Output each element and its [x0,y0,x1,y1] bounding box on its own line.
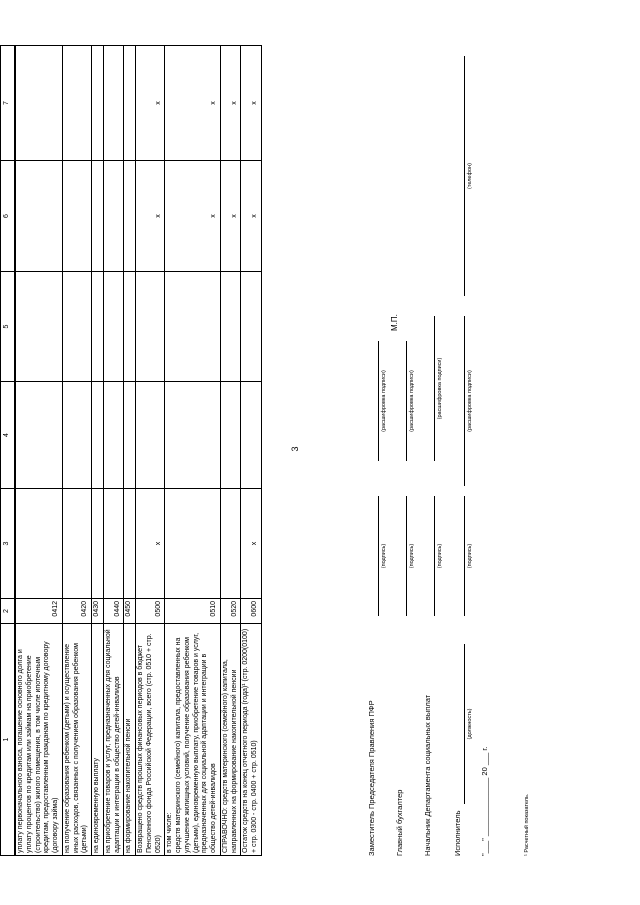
signature-block [362,46,540,856]
row-code: 0420 [62,599,91,624]
chief-accountant-signature-caption: (подпись) [409,543,415,569]
row-col-6: x [220,161,241,272]
chief-accountant-decode-caption: (расшифровка подписи) [409,370,415,432]
executor-phone-line [450,56,465,296]
executor-decode-line [450,316,465,486]
row-description: в том числе: средств материнского (семейного) капитала, предоставленных на улучшение жилищных условий, получение образования ребенком (детьми), единовременную выплату, приобретение товаров и услуг, предназначенных для социальной адаптации и интеграции в общество детей-инвалидов [165,624,221,856]
executor-decode-caption: (расшифровка подписи) [467,370,473,432]
row-description: Возвращено средств прошлых финансовых периодов в бюджет Пенсионного фонда Российской Федерации, всего (стр. 0510 + стр. 0520) [136,624,165,856]
row-col-5 [92,272,104,382]
row-col-4 [103,382,124,489]
deputy-title: Заместитель Председателя Правления ПФР [367,700,376,856]
row-col-5 [220,272,241,382]
table-row [103,46,124,856]
report-table [0,45,262,856]
table-row [136,46,165,856]
row-col-3 [15,489,62,599]
department-head-decode-caption: (расшифровка подписи) [437,357,443,420]
chief-accountant-decode-line [392,341,407,461]
department-head-decode-line [420,316,435,461]
chief-accountant-title: Главный бухгалтер [395,789,404,856]
executor-title: Исполнитель [453,810,462,856]
row-col-5 [15,272,62,382]
department-head-title: Начальник Департамента социальных выплат [423,694,432,856]
row-col-4 [124,382,136,489]
header-col-2: 2 [1,599,16,624]
row-code: 0600 [241,599,262,624]
executor-position-caption: (должность) [467,708,473,740]
row-col-6 [103,161,124,272]
row-col-7 [124,46,136,161]
chief-accountant-signature-line [392,496,407,616]
row-col-6 [92,161,104,272]
row-col-3 [124,489,136,599]
row-col-6: x [136,161,165,272]
row-col-6: x [165,161,221,272]
row-code: 0500 [136,599,165,624]
deputy-decode-caption: (расшифровка подписи) [381,370,387,432]
report-sheet [0,46,540,856]
row-description: на единовременную выплату [92,624,104,856]
date-line: "___" ______________ 20 ___ г. [480,746,489,856]
row-col-4 [136,382,165,489]
row-col-3 [92,489,104,599]
row-col-5 [124,272,136,382]
row-col-4 [165,382,221,489]
row-description: СПРАВОЧНО: средств материнского (семейного) капитала, направленных на формирование накопительной пенсии [220,624,241,856]
deputy-decode-line [364,341,379,461]
stamp-mark: М.П. [390,314,399,331]
deputy-signature-caption: (подпись) [381,543,387,569]
row-col-7 [103,46,124,161]
row-col-3: x [241,489,262,599]
row-code: 0510 [165,599,221,624]
row-description: Остаток средств на конец отчетного периода (года)¹ (стр. 0200(0100) + стр. 0300 - стр. 0400 + стр. 0510) [241,624,262,856]
row-col-6 [62,161,91,272]
row-col-3: x [136,489,165,599]
table-row [92,46,104,856]
header-col-4: 4 [1,382,16,489]
row-code: 0430 [92,599,104,624]
row-code: 0412 [15,599,62,624]
row-code: 0440 [103,599,124,624]
row-col-3 [220,489,241,599]
row-code: 0450 [124,599,136,624]
row-col-5 [241,272,262,382]
table-row [62,46,91,856]
department-head-signature-caption: (подпись) [437,543,443,569]
row-col-3 [62,489,91,599]
row-col-7 [15,46,62,161]
table-row [241,46,262,856]
row-col-4 [220,382,241,489]
executor-position-line [450,644,465,804]
row-col-4 [92,382,104,489]
row-col-5 [165,272,221,382]
header-col-5: 5 [1,272,16,382]
row-description: уплату первоначального взноса, погашение основного долга и уплату процентов по кредитам или займам на приобретение (строительство) жилого помещения, в том числе ипотечным кредитам, предоставленным гражданам по кредитному договору (договору займа) [15,624,62,856]
row-col-4 [62,382,91,489]
row-description: на формирование накопительной пенсии [124,624,136,856]
table-header-row [1,46,16,856]
department-head-signature-line [420,496,435,616]
header-col-1: 1 [1,624,16,856]
row-col-3 [165,489,221,599]
row-col-5 [103,272,124,382]
row-col-5 [62,272,91,382]
executor-signature-line [450,496,465,616]
executor-phone-caption: (телефон) [467,163,473,189]
header-col-7: 7 [1,46,16,161]
row-col-6: x [241,161,262,272]
row-col-5 [136,272,165,382]
row-code: 0520 [220,599,241,624]
footnote: ¹ Расчетный показатель. [524,793,530,856]
header-col-6: 6 [1,161,16,272]
row-col-7 [92,46,104,161]
row-col-7 [62,46,91,161]
executor-signature-caption: (подпись) [467,543,473,569]
row-col-6 [15,161,62,272]
table-row [220,46,241,856]
header-col-3: 3 [1,489,16,599]
row-col-7: x [220,46,241,161]
row-col-4 [15,382,62,489]
table-row [124,46,136,856]
row-col-7: x [165,46,221,161]
deputy-signature-line [364,496,379,616]
row-col-7: x [136,46,165,161]
page-number: 3 [290,446,300,452]
row-col-6 [124,161,136,272]
row-col-4 [241,382,262,489]
row-col-3 [103,489,124,599]
table-row [165,46,221,856]
row-description: на получение образования ребенком (детьми) и осуществление иных расходов, связанных с получением образования ребенком (детьми) [62,624,91,856]
table-row [15,46,62,856]
row-col-7: x [241,46,262,161]
row-description: на приобретение товаров и услуг, предназначенных для социальной адаптации и интеграции в общество детей-инвалидов [103,624,124,856]
